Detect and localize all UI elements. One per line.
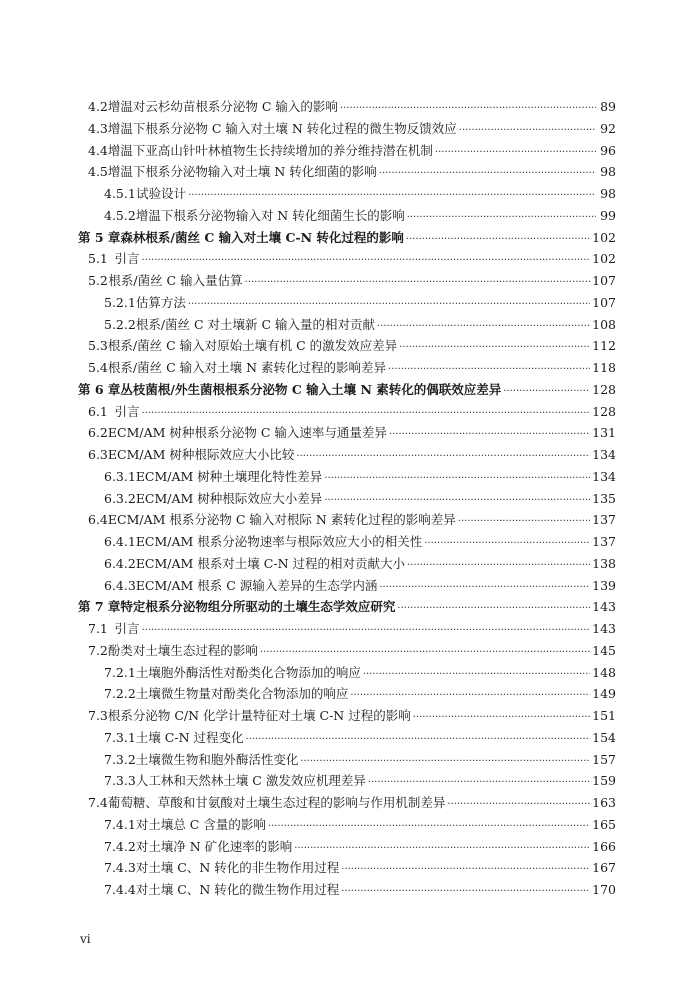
toc-entry[interactable]: [78, 401, 616, 423]
dot-leader: [458, 511, 590, 533]
toc-page: 163: [592, 795, 616, 810]
toc-title: 试验设计: [136, 186, 187, 201]
toc-title: 引言: [114, 621, 140, 636]
toc-entry[interactable]: [78, 879, 616, 901]
toc-title: 土壤 C-N 过程变化: [135, 729, 244, 745]
toc-entry[interactable]: [78, 509, 616, 531]
toc-title: 估算方法: [135, 294, 186, 310]
toc-number: 6.3.2: [104, 490, 136, 506]
dot-leader: [341, 881, 590, 903]
toc-title: 对土壤 C、N 转化的微生物作用过程: [135, 882, 340, 897]
dot-leader: [377, 316, 590, 338]
dot-leader: [397, 598, 590, 620]
toc-title: ECM/AM 树种根系分泌物 C 输入速率与通量差异: [107, 425, 387, 441]
toc-title: ECM/AM 树种根际效应大小差异: [135, 490, 323, 506]
toc-title: 增温下亚高山针叶林植物生长持续增加的养分维持潜在机制: [107, 142, 433, 158]
toc-title: 增温下根系分泌物 C 输入对土壤 N 转化过程的微生物反馈效应: [107, 120, 457, 136]
toc-title: 增温下根系分泌物输入对土壤 N 转化细菌的影响: [107, 164, 377, 180]
toc-number: 5.2.1: [104, 294, 136, 310]
toc-title: 酚类对土壤生态过程的影响: [107, 642, 258, 658]
toc-entry[interactable]: [78, 531, 616, 553]
toc-entry[interactable]: [78, 205, 616, 227]
toc-number: 6.3.1: [104, 468, 136, 484]
dot-leader: [447, 794, 590, 816]
toc-entry[interactable]: [78, 444, 616, 466]
toc-page: 170: [592, 882, 616, 897]
toc-page: 135: [592, 490, 616, 506]
dot-leader: [294, 838, 590, 860]
toc-entry[interactable]: [78, 161, 616, 183]
toc-number: 6.4.2: [104, 555, 136, 571]
toc-page: 154: [592, 729, 616, 745]
dot-leader: [324, 468, 590, 490]
toc-page: 159: [592, 773, 616, 789]
toc-page: 157: [592, 751, 616, 767]
dot-leader: [340, 98, 596, 120]
toc-title: 根系/菌丝 C 输入量估算: [108, 273, 243, 288]
toc-number: 第 6 章: [78, 381, 121, 397]
toc-page: 138: [592, 555, 616, 571]
toc-entry[interactable]: [78, 466, 616, 488]
toc-title: 根系分泌物 C/N 化学计量特征对土壤 C-N 过程的影响: [107, 708, 411, 723]
toc-page: 166: [592, 838, 616, 854]
toc-number: 7.1: [88, 621, 108, 636]
toc-title: 引言: [114, 403, 140, 419]
toc-title: 根系/菌丝 C 输入对土壤 N 素转化过程的影响差异: [107, 360, 386, 375]
toc-title: 森林根系/菌丝 C 输入对土壤 C-N 转化过程的影响: [120, 229, 404, 245]
toc-entry[interactable]: [78, 683, 616, 705]
toc-number: 第 5 章: [78, 229, 121, 245]
toc-entry[interactable]: [78, 335, 616, 357]
dot-leader: [300, 751, 590, 773]
toc-number: 5.4: [88, 360, 108, 375]
dot-leader: [389, 424, 590, 446]
toc-chapter-entry[interactable]: [78, 596, 616, 618]
toc-entry[interactable]: [78, 183, 616, 205]
toc-title: 土壤胞外酶活性对酚类化合物添加的响应: [135, 664, 361, 680]
dot-leader: [435, 142, 596, 164]
toc-number: 7.2: [88, 642, 108, 658]
toc-title: 增温对云杉幼苗根系分泌物 C 输入的影响: [107, 99, 338, 114]
toc-entry[interactable]: [78, 727, 616, 749]
toc-page: 99: [600, 207, 616, 223]
toc-title: 增温下根系分泌物输入对 N 转化细菌生长的影响: [135, 207, 405, 223]
toc-title: ECM/AM 根系 C 源输入差异的生态学内涵: [135, 577, 378, 593]
dot-leader: [388, 359, 590, 381]
toc-page: 96: [600, 142, 616, 158]
toc-number: 6.3: [88, 447, 108, 462]
toc-number: 4.3: [88, 120, 108, 136]
toc-entry[interactable]: [78, 357, 616, 379]
toc-entry[interactable]: [78, 118, 616, 140]
toc-entry[interactable]: [78, 140, 616, 162]
toc-title: 土壤微生物和胞外酶活性变化: [135, 751, 299, 767]
toc-page: 128: [592, 403, 616, 419]
dot-leader: [245, 272, 591, 294]
toc-title: 丛枝菌根/外生菌根根系分泌物 C 输入土壤 N 素转化的偶联效应差异: [120, 381, 502, 397]
toc-title: 根系/菌丝 C 输入对原始土壤有机 C 的激发效应差异: [107, 338, 398, 354]
toc-entry[interactable]: [78, 96, 616, 118]
toc-number: 7.3: [88, 708, 108, 723]
toc-page: 102: [592, 229, 616, 245]
dot-leader: [141, 403, 590, 425]
toc-page: 149: [592, 686, 616, 702]
dot-leader: [363, 664, 590, 686]
toc-chapter-entry[interactable]: [78, 379, 616, 401]
toc-entry[interactable]: [78, 814, 616, 836]
dot-leader: [188, 185, 596, 207]
toc-entry[interactable]: [78, 662, 616, 684]
toc-number: 7.3.2: [104, 751, 136, 767]
toc-entry[interactable]: [78, 770, 616, 792]
toc-entry[interactable]: [78, 836, 616, 858]
toc-number: 7.4.1: [104, 816, 136, 832]
dot-leader: [407, 555, 590, 577]
toc-page: 131: [592, 425, 616, 441]
toc-number: 5.3: [88, 338, 108, 354]
toc-page: 98: [600, 186, 616, 201]
dot-leader: [141, 250, 590, 272]
table-of-contents: [78, 96, 616, 901]
toc-number: 7.3.3: [104, 773, 136, 789]
toc-entry[interactable]: [78, 553, 616, 575]
toc-page: 89: [600, 99, 616, 114]
toc-page: 92: [600, 120, 616, 136]
toc-entry[interactable]: [78, 488, 616, 510]
dot-leader: [350, 685, 590, 707]
dot-leader: [407, 207, 596, 229]
toc-number: 7.3.1: [104, 729, 136, 745]
dot-leader: [141, 620, 590, 642]
toc-page: 151: [592, 708, 616, 723]
toc-title: ECM/AM 根系分泌物 C 输入对根际 N 素转化过程的影响差异: [107, 512, 456, 528]
toc-number: 4.5.1: [104, 186, 136, 201]
toc-page: 107: [592, 294, 616, 310]
toc-chapter-entry[interactable]: [78, 227, 616, 249]
toc-entry[interactable]: [78, 857, 616, 879]
dot-leader: [413, 707, 590, 729]
toc-title: ECM/AM 树种根际效应大小比较: [107, 447, 295, 462]
dot-leader: [424, 533, 590, 555]
toc-title: 葡萄糖、草酸和甘氨酸对土壤生态过程的影响与作用机制差异: [107, 795, 446, 810]
toc-number: 6.2: [88, 425, 108, 441]
toc-entry[interactable]: [78, 705, 616, 727]
dot-leader: [246, 729, 591, 751]
toc-page: 112: [592, 338, 616, 354]
toc-title: 引言: [114, 251, 140, 267]
toc-number: 4.2: [88, 99, 108, 114]
toc-page: 118: [592, 360, 616, 375]
toc-title: 人工林和天然林土壤 C 激发效应机理差异: [135, 773, 366, 789]
toc-entry[interactable]: [78, 292, 616, 314]
toc-number: 第 7 章: [78, 599, 121, 615]
toc-page: 134: [592, 447, 616, 462]
dot-leader: [399, 337, 590, 359]
toc-page: 107: [592, 273, 616, 288]
dot-leader: [503, 381, 590, 403]
toc-number: 7.4: [88, 795, 108, 810]
toc-entry[interactable]: [78, 749, 616, 771]
dot-leader: [341, 859, 590, 881]
toc-number: 6.4: [88, 512, 108, 528]
toc-entry[interactable]: [78, 422, 616, 444]
toc-title: ECM/AM 根系分泌物速率与根际效应大小的相关性: [135, 534, 423, 549]
toc-title: 特定根系分泌物组分所驱动的土壤生态学效应研究: [120, 599, 396, 615]
toc-title: 根系/菌丝 C 对土壤新 C 输入量的相对贡献: [135, 316, 376, 332]
dot-leader: [406, 229, 590, 251]
toc-page: 139: [592, 577, 616, 593]
toc-entry[interactable]: [78, 792, 616, 814]
toc-page: 143: [592, 599, 616, 615]
toc-number: 5.2: [88, 273, 108, 288]
toc-number: 6.4.3: [104, 577, 136, 593]
toc-page: 102: [592, 251, 616, 267]
toc-number: 7.4.3: [104, 860, 136, 876]
toc-number: 4.5.2: [104, 207, 136, 223]
dot-leader: [260, 642, 590, 664]
toc-page: 143: [592, 621, 616, 636]
toc-page: 137: [592, 512, 616, 528]
toc-title: ECM/AM 根系对土壤 C-N 过程的相对贡献大小: [135, 555, 405, 571]
toc-entry[interactable]: [78, 248, 616, 270]
toc-page: 167: [592, 860, 616, 876]
toc-number: 7.4.2: [104, 838, 136, 854]
toc-entry[interactable]: [78, 618, 616, 640]
page-number: vi: [80, 932, 91, 946]
dot-leader: [379, 577, 590, 599]
toc-page: 134: [592, 468, 616, 484]
dot-leader: [268, 816, 590, 838]
toc-page: 98: [600, 164, 616, 180]
toc-number: 6.4.1: [104, 534, 136, 549]
dot-leader: [188, 294, 590, 316]
toc-number: 5.2.2: [104, 316, 136, 332]
toc-number: 4.5: [88, 164, 108, 180]
toc-page: 108: [592, 316, 616, 332]
toc-title: ECM/AM 树种土壤理化特性差异: [135, 468, 323, 484]
toc-entry[interactable]: [78, 270, 616, 292]
dot-leader: [379, 163, 596, 185]
dot-leader: [324, 490, 590, 512]
toc-entry[interactable]: [78, 640, 616, 662]
toc-number: 5.1: [88, 251, 108, 267]
toc-number: 7.4.4: [104, 882, 136, 897]
toc-number: 6.1: [88, 403, 108, 419]
toc-entry[interactable]: [78, 314, 616, 336]
dot-leader: [459, 120, 596, 142]
toc-entry[interactable]: [78, 575, 616, 597]
toc-page: 128: [592, 381, 616, 397]
toc-page: 165: [592, 816, 616, 832]
dot-leader: [296, 446, 590, 468]
toc-title: 对土壤总 C 含量的影响: [135, 816, 266, 832]
toc-page: 145: [592, 642, 616, 658]
toc-title: 对土壤 C、N 转化的非生物作用过程: [135, 860, 340, 876]
toc-page: 148: [592, 664, 616, 680]
toc-page: 137: [592, 534, 616, 549]
toc-title: 对土壤净 N 矿化速率的影响: [135, 838, 293, 854]
toc-title: 土壤微生物量对酚类化合物添加的响应: [135, 686, 349, 702]
toc-number: 7.2.2: [104, 686, 136, 702]
toc-number: 7.2.1: [104, 664, 136, 680]
dot-leader: [368, 772, 590, 794]
toc-number: 4.4: [88, 142, 108, 158]
